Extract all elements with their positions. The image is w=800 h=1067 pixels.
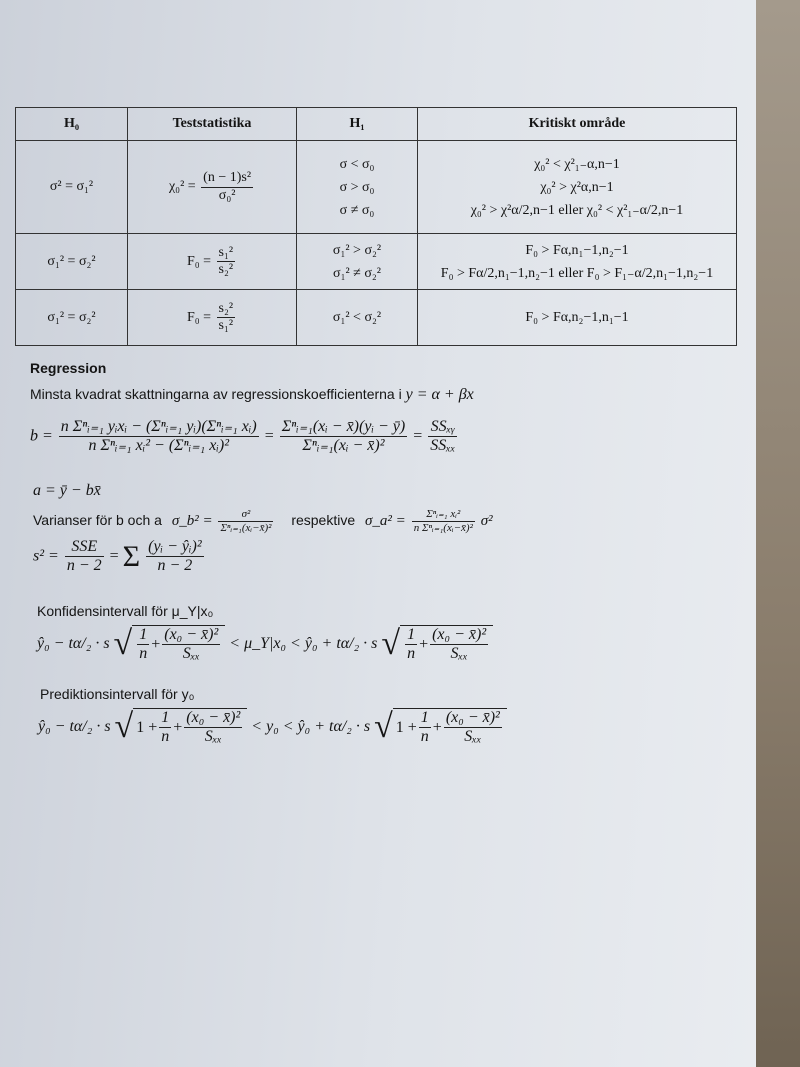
- sigma-b-fraction: [218, 508, 273, 534]
- xdiff-over-sxx: [162, 626, 220, 664]
- h1-alt: σ > σ₀: [339, 179, 375, 195]
- sqrt-term: √ 1 + $\frac{1}{n}$ + $\frac{\text{(x₀ − x̄)²}}{\text{Sₓₓ}}$: [374, 708, 507, 747]
- prediktion-heading: Prediktionsintervall för y₀: [40, 686, 195, 702]
- sigma-a-tail: σ²: [480, 512, 493, 529]
- s2-numerator: SSE: [65, 538, 104, 557]
- sqrt-term: √ $\frac{1}{n}$ + $\frac{\text{(x₀ − x̄)²}}{\text{Sₓₓ}}$: [381, 625, 493, 664]
- h1-cell: [297, 141, 418, 234]
- s2-equals: =: [109, 547, 119, 565]
- one-plus: 1 +: [136, 718, 158, 736]
- hypothesis-table: [15, 107, 737, 346]
- sigma-a-denominator: n Σⁿᵢ₌₁(xᵢ−x̄)²: [413, 521, 473, 534]
- h1-alt: σ₁² < σ₂²: [332, 310, 382, 325]
- region-line: χ₀² > χ²α/2,n−1 eller χ₀² < χ²₁₋α/2,n−1: [470, 202, 684, 218]
- region-line: χ₀² > χ²α,n−1: [540, 179, 614, 195]
- stat-denominator: σ₀²: [218, 187, 236, 203]
- a-formula: a = ȳ − bx̄: [33, 482, 101, 499]
- xdiff: (x₀ − x̄)²: [184, 709, 242, 728]
- stat-denominator: s₁²: [218, 318, 234, 333]
- one: 1: [405, 626, 417, 645]
- variance-line: [33, 508, 493, 534]
- table-row: [16, 141, 737, 234]
- sigma-a-fraction: [412, 508, 475, 534]
- n: n: [407, 645, 416, 663]
- plus: +: [419, 635, 429, 653]
- n: n: [161, 728, 170, 746]
- variance-text: Varianser för b och a: [33, 511, 162, 528]
- stat-denominator: s₂²: [218, 262, 234, 277]
- h1-alt: σ < σ₀: [339, 156, 375, 172]
- xdiff-over-sxx: [184, 709, 242, 747]
- table-header-row: [16, 108, 737, 141]
- sigma-b-denominator: Σⁿᵢ₌₁(xᵢ−x̄)²: [220, 521, 272, 534]
- region-line: F₀ > Fα,n₂−1,n₁−1: [525, 310, 629, 325]
- one-over-n: [405, 626, 417, 664]
- sxx: Sₓₓ: [182, 645, 200, 663]
- h0-cell: σ₁² = σ₂²: [16, 234, 128, 290]
- stat-fraction: [217, 301, 236, 334]
- xdiff: (x₀ − x̄)²: [162, 626, 220, 645]
- sqrt-term: √ $\frac{1}{n}$ + $\frac{\text{(x₀ − x̄)²}}{\text{Sₓₓ}}$: [114, 625, 226, 664]
- b-numerator-3: SSₓᵧ: [428, 418, 457, 437]
- konfidens-formula: [37, 625, 493, 664]
- one: 1: [419, 709, 431, 728]
- b-denominator-2: Σⁿᵢ₌₁(xᵢ − x̄)²: [302, 437, 385, 455]
- b-formula: b = $\frac{\text{n Σⁿᵢ₌₁ yᵢxᵢ − (Σⁿᵢ₌₁ yᵢ)(Σⁿᵢ₌₁ xᵢ)}}{\text{n Σⁿᵢ₌₁ xᵢ² − (Σⁿᵢ₌₁ xᵢ)²}}$ = $\frac{\text{Σⁿᵢ₌₁(xᵢ − x̄)(yᵢ − ȳ)}}{\text{Σⁿᵢ₌₁(xᵢ − x̄)²}}$ = $\frac{\text{SSₓᵧ}}{\text{SSₓₓ}}$: [30, 418, 456, 455]
- b-denominator-1: n Σⁿᵢ₌₁ xᵢ² − (Σⁿᵢ₌₁ xᵢ)²: [88, 437, 229, 455]
- xdiff-over-sxx: [430, 626, 488, 664]
- sum-symbol: Σ: [122, 539, 141, 573]
- sxx: Sₓₓ: [450, 645, 468, 663]
- region-line: F₀ > Fα,n₁−1,n₂−1: [525, 242, 629, 258]
- b-label: b =: [30, 427, 53, 445]
- header-teststatistika: Teststatistika: [128, 108, 297, 141]
- h1-alt: σ ≠ σ₀: [339, 202, 375, 218]
- one-plus: 1 +: [395, 718, 417, 736]
- s2-label: s² =: [33, 547, 59, 565]
- regression-heading: Regression: [30, 360, 107, 376]
- b-fraction-3: [428, 418, 457, 456]
- sxx: Sₓₓ: [204, 728, 222, 746]
- sigma-b-numerator: σ²: [218, 508, 273, 522]
- plus: +: [432, 718, 442, 736]
- region-cell: [418, 141, 737, 234]
- n: n: [139, 645, 148, 663]
- konfidens-heading: Konfidensintervall för μ_Y|x₀: [37, 603, 214, 619]
- stat-label: χ₀² =: [168, 179, 196, 195]
- s2-numerator-2: (yᵢ − ŷᵢ)²: [146, 538, 204, 557]
- h1-alt: σ₁² > σ₂²: [332, 242, 382, 258]
- prediktion-formula: [38, 708, 507, 747]
- respektive-text: respektive: [291, 511, 356, 528]
- b-numerator-2: Σⁿᵢ₌₁(xᵢ − x̄)(yᵢ − ȳ): [280, 418, 407, 437]
- xdiff: (x₀ − x̄)²: [430, 626, 488, 645]
- xdiff: (x₀ − x̄)²: [444, 709, 502, 728]
- one: 1: [159, 709, 171, 728]
- h0-cell: σ₁² = σ₂²: [16, 290, 128, 346]
- b-denominator-3: SSₓₓ: [430, 437, 456, 455]
- pred-mid: < y₀ < ŷ₀ + tα/₂ · s: [251, 718, 371, 736]
- region-cell: [418, 290, 737, 346]
- one-over-n: [419, 709, 431, 747]
- intro-text: Minsta kvadrat skattningarna av regressionskoefficienterna i: [30, 386, 402, 402]
- stat-numerator: s₁²: [217, 245, 236, 262]
- h1-cell: [297, 290, 418, 346]
- regression-intro: [30, 386, 474, 404]
- model-equation: y = α + βx: [405, 386, 474, 403]
- h0-cell: σ² = σ₁²: [16, 141, 128, 234]
- h1-alt: σ₁² ≠ σ₂²: [333, 265, 381, 281]
- table-row: [16, 290, 737, 346]
- stat-fraction: [217, 245, 236, 278]
- pred-left: ŷ₀ − tα/₂ · s: [38, 718, 111, 736]
- b-numerator-1: n Σⁿᵢ₌₁ yᵢxᵢ − (Σⁿᵢ₌₁ yᵢ)(Σⁿᵢ₌₁ xᵢ): [59, 418, 259, 437]
- konf-mid: < μ_Y|x₀ < ŷ₀ + tα/₂ · s: [229, 635, 378, 653]
- b-fraction-2: [280, 418, 407, 456]
- sqrt-term: √ 1 + $\frac{1}{n}$ + $\frac{\text{(x₀ − x̄)²}}{\text{Sₓₓ}}$: [115, 708, 248, 747]
- region-line: χ₀² < χ²₁₋α,n−1: [534, 156, 620, 172]
- s2-formula: [33, 538, 206, 576]
- header-h1: H₁: [297, 108, 418, 141]
- table-edge: [756, 0, 800, 1067]
- stat-label: F₀ =: [186, 309, 212, 325]
- konf-left: ŷ₀ − tα/₂ · s: [37, 635, 110, 653]
- s2-denominator-2: n − 2: [157, 557, 193, 575]
- stat-label: F₀ =: [186, 253, 212, 269]
- s2-fraction: [65, 538, 104, 576]
- sigma-b-label: σ_b² =: [171, 512, 213, 529]
- s2-denominator: n − 2: [66, 557, 102, 575]
- stat-fraction: [201, 170, 253, 203]
- table-row: [16, 234, 737, 290]
- sigma-a-label: σ_a² =: [365, 512, 406, 529]
- sigma-a-numerator: Σⁿᵢ₌₁ xᵢ²: [412, 508, 475, 522]
- sxx: Sₓₓ: [464, 728, 482, 746]
- stat-cell: [128, 141, 297, 234]
- s2-fraction-2: [146, 538, 204, 576]
- xdiff-over-sxx: [444, 709, 502, 747]
- header-kritiskt-omrade: Kritiskt område: [418, 108, 737, 141]
- b-fraction-1: [59, 418, 259, 456]
- h1-cell: [297, 234, 418, 290]
- one-over-n: [137, 626, 149, 664]
- one: 1: [137, 626, 149, 645]
- header-h0: H₀: [16, 108, 128, 141]
- stat-numerator: (n − 1)s²: [201, 170, 253, 187]
- stat-numerator: s₂²: [217, 301, 236, 318]
- plus: +: [151, 635, 161, 653]
- stat-cell: [128, 290, 297, 346]
- region-line: F₀ > Fα/2,n₁−1,n₂−1 eller F₀ > F₁₋α/2,n₁−1,n₂−1: [440, 265, 714, 281]
- plus: +: [173, 718, 183, 736]
- one-over-n: [159, 709, 171, 747]
- stat-cell: [128, 234, 297, 290]
- n: n: [420, 728, 429, 746]
- region-cell: [418, 234, 737, 290]
